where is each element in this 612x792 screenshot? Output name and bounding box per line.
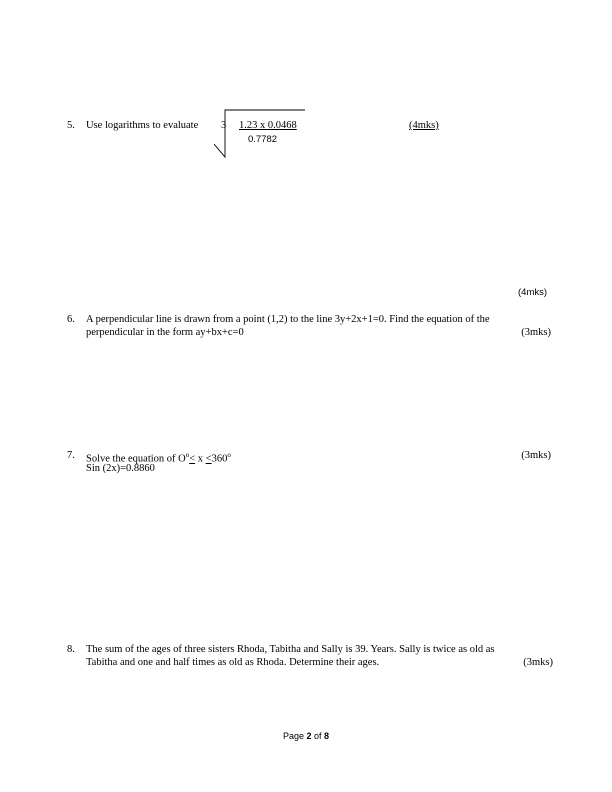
question-7-marks: (3mks) bbox=[521, 450, 551, 461]
question-6-line2: perpendicular in the form ay+bx+c=0 bbox=[86, 327, 244, 338]
root-index: 3 bbox=[221, 120, 227, 131]
question-6-number: 6. bbox=[67, 314, 75, 325]
question-6-marks: (3mks) bbox=[521, 327, 551, 338]
question-5-marks: (4mks) bbox=[409, 120, 439, 131]
question-5-number: 5. bbox=[67, 120, 75, 131]
question-5-text: Use logarithms to evaluate bbox=[86, 120, 199, 131]
question-8-line1: The sum of the ages of three sisters Rhoda, Tabitha and Sally is 39. Years. Sally is twice as old as bbox=[86, 644, 495, 655]
question-7-number: 7. bbox=[67, 450, 75, 461]
question-8-marks: (3mks) bbox=[523, 657, 553, 668]
question-7-line2: Sin (2x)=0.8860 bbox=[86, 463, 155, 474]
question-7-line1: Solve the equation of $O^o< x <360^o$ bbox=[86, 451, 231, 465]
page-footer: Page 2 of 8 bbox=[282, 731, 330, 741]
question-6-line1: A perpendicular line is drawn from a point (1,2) to the line 3y+2x+1=0. Find the equation of the bbox=[86, 314, 490, 325]
answer-space-marks: (4mks) bbox=[518, 287, 548, 298]
question-8-line2: Tabitha and one and half times as old as Rhoda. Determine their ages. bbox=[86, 657, 380, 668]
root-denominator: 0.7782 bbox=[248, 134, 278, 145]
question-8-number: 8. bbox=[67, 644, 75, 655]
root-numerator: 1.23 x 0.0468 bbox=[239, 120, 297, 131]
